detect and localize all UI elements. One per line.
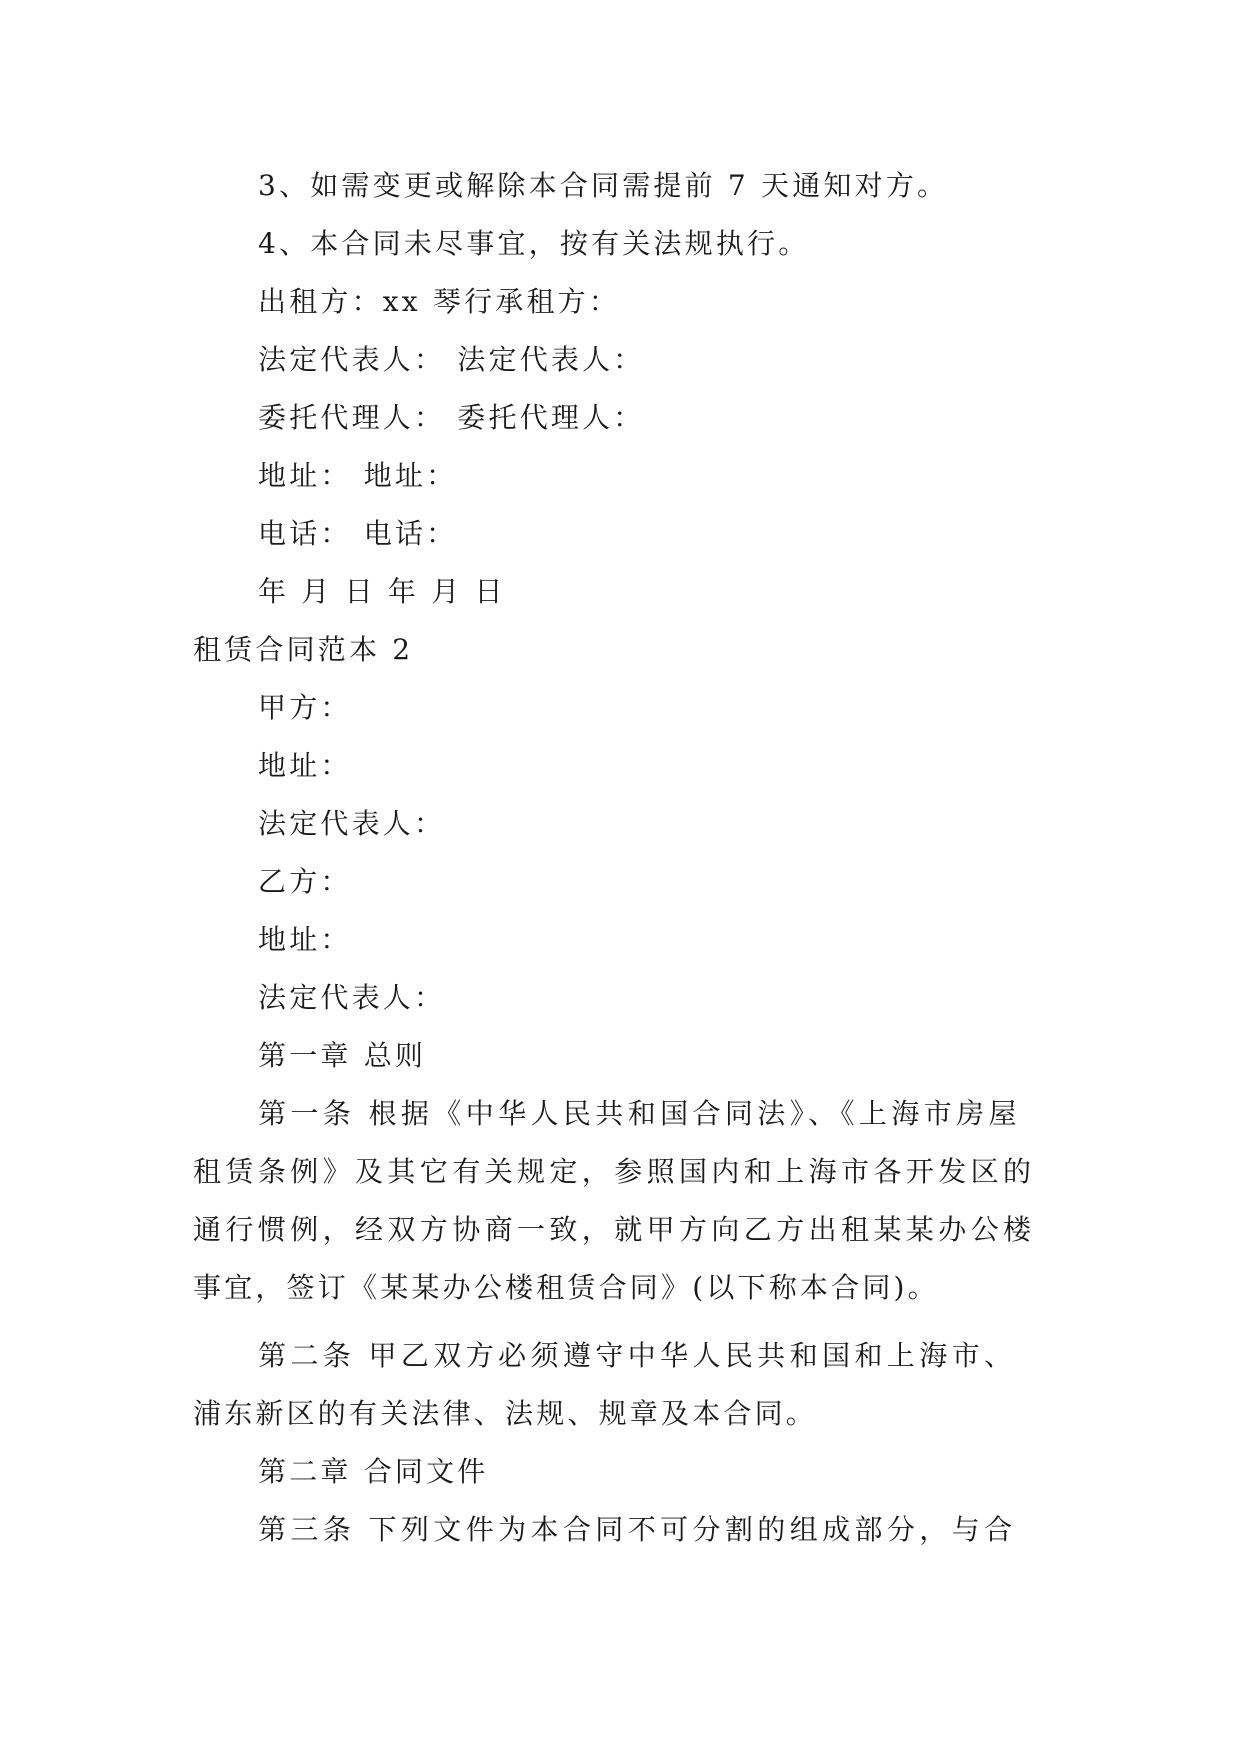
text-line: 地址： 地址： xyxy=(258,459,458,492)
text-line: 法定代表人： 法定代表人： xyxy=(258,343,645,376)
text-line: 委托代理人： 委托代理人： xyxy=(258,401,645,434)
text-line: 法定代表人： xyxy=(258,981,446,1014)
text-line: 4、本合同未尽事宜，按有关法规执行。 xyxy=(258,227,810,260)
text-line: 通行惯例，经双方协商一致，就甲方向乙方出租某某办公楼 xyxy=(193,1213,1036,1246)
text-line: 甲方： xyxy=(258,691,352,724)
text-line: 事宜，签订《某某办公楼租赁合同》(以下称本合同)。 xyxy=(193,1271,939,1304)
section-heading: 租赁合同范本 2 xyxy=(193,633,414,666)
text-line: 法定代表人： xyxy=(258,807,446,840)
text-line: 出租方：xx 琴行承租方： xyxy=(258,285,621,318)
text-line: 租赁条例》及其它有关规定，参照国内和上海市各开发区的 xyxy=(193,1155,1036,1188)
text-line: 电话： 电话： xyxy=(258,517,458,550)
text-line: 第一条 根据《中华人民共和国合同法》、《上海市房屋 xyxy=(258,1097,1021,1130)
text-line: 地址： xyxy=(258,749,352,782)
text-line: 浦东新区的有关法律、法规、规章及本合同。 xyxy=(193,1397,818,1430)
text-line: 乙方： xyxy=(258,865,352,898)
text-line: 3、如需变更或解除本合同需提前 7 天通知对方。 xyxy=(258,169,949,202)
text-line: 年 月 日 年 月 日 xyxy=(258,575,506,608)
text-line: 第三条 下列文件为本合同不可分割的组成部分，与合 xyxy=(258,1513,1017,1546)
text-line: 第二条 甲乙双方必须遵守中华人民共和国和上海市、 xyxy=(258,1339,1017,1372)
chapter-heading: 第一章 总则 xyxy=(258,1039,427,1072)
chapter-heading: 第二章 合同文件 xyxy=(258,1455,489,1488)
text-line: 地址： xyxy=(258,923,352,956)
